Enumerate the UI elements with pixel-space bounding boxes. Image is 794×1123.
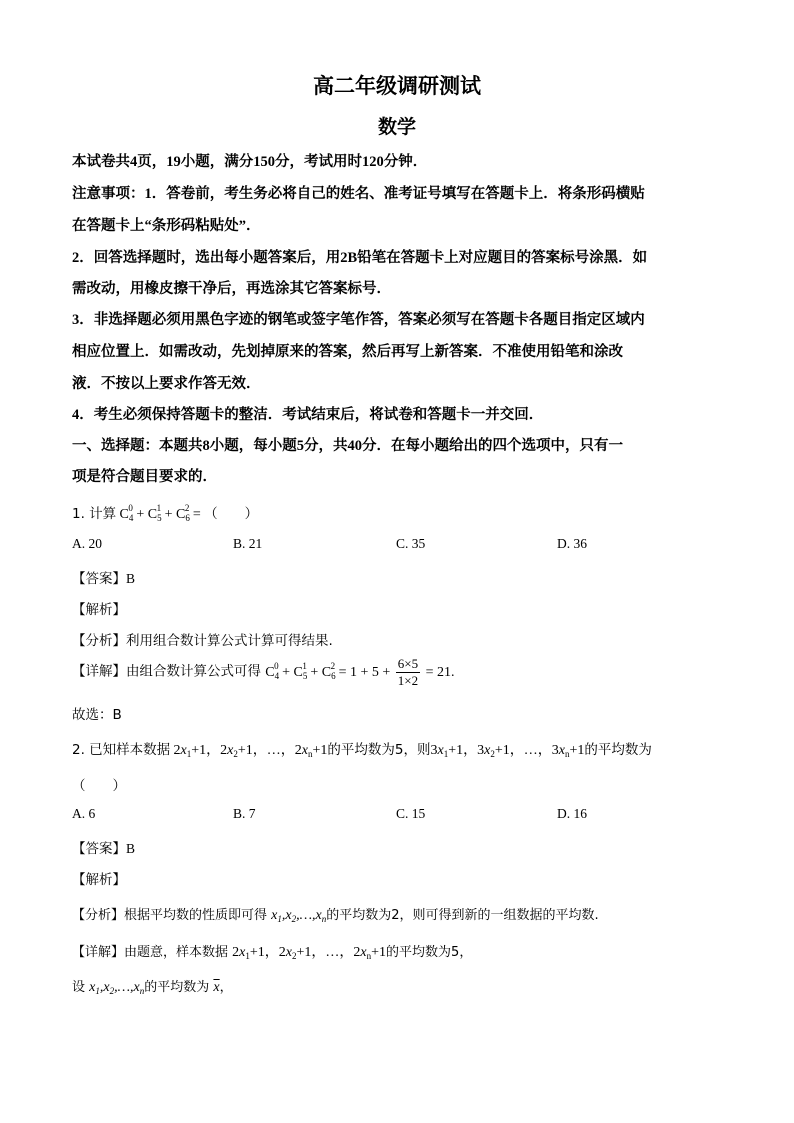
question-2-prefix: 2. 已知样本数据 xyxy=(72,742,171,758)
q2-fenxi-vars: $x_1,x_2,\dots,x_n$ xyxy=(271,908,327,924)
notes-line-5: 需改动，用橡皮擦干净后，再选涂其它答案标号． xyxy=(72,281,391,297)
q1-answer xyxy=(72,567,135,587)
q1-answer-value: B xyxy=(126,571,136,586)
subject-title: 数学 xyxy=(377,117,416,138)
notes-line-2: 注意事项：1．答卷前，考生务必将自己的姓名、准考证号填写在答题卡上．将条形码横贴 xyxy=(72,186,645,202)
notes-line-6: 3．非选择题必须用黑色字迹的钢笔或签字笔作答，答案必须写在答题卡各题目指定区域内 xyxy=(72,312,645,328)
q2-answer-label: 【答案】 xyxy=(72,841,126,857)
q2-detail-data: $2x_1+1$，$2x_2+1$，…，$2x_n+1$ xyxy=(232,945,387,961)
q2-fenxi xyxy=(72,904,599,924)
notes-line-9: 4．考生必须保持答题卡的整洁．考试结束后，将试卷和答题卡一并交回． xyxy=(72,407,544,423)
q1-detail-prefix: 由组合数计算公式可得 xyxy=(126,663,261,680)
q2-let-vars: $x_1,x_2,\dots,x_n$ xyxy=(89,980,145,996)
q2-detail-suffix: 的平均数为5， xyxy=(386,945,473,960)
notes-line-4: 2．回答选择题时，选出每小题答案后，用2B铅笔在答题卡上对应题目的答案标号涂黑．如 xyxy=(72,250,648,266)
question-2-mid-2: 的平均数为 xyxy=(584,742,652,758)
q2-fenxi-label: 【分析】 xyxy=(72,908,125,923)
question-1-paren: （ ） xyxy=(204,506,259,522)
q1-option-d: D. 36 xyxy=(557,536,587,551)
q2-fenxi-prefix: 根据平均数的性质即可得 xyxy=(124,908,268,923)
question-2-data-2: $3x_1+1$，$3x_2+1$，…，$3x_n+1$ xyxy=(430,743,585,759)
q1-analysis-label: 【解析】 xyxy=(72,602,126,618)
q1-answer-label: 【答案】 xyxy=(72,571,126,587)
q1-detail xyxy=(72,656,455,689)
q2-option-a: A. 6 xyxy=(72,806,96,821)
notes-line-8: 液．不按以上要求作答无效． xyxy=(72,376,261,392)
notes-line-7: 相应位置上．如需改动，先划掉原来的答案，然后再写上新答案．不准使用铅笔和涂改 xyxy=(72,344,623,360)
q2-let-mid: 的平均数为 xyxy=(144,980,210,995)
q2-option-b: B. 7 xyxy=(233,806,256,821)
section-heading-line-1: 一、选择题：本题共8小题，每小题5分，共40分．在每小题给出的四个选项中，只有一 xyxy=(72,438,623,454)
q2-detail xyxy=(72,941,472,961)
q2-answer xyxy=(72,837,135,857)
q2-let-end: ， xyxy=(219,980,233,995)
question-2-data-1: $2x_1+1$，$2x_2+1$，…，$2x_n+1$ xyxy=(173,743,328,759)
q1-fenxi xyxy=(72,629,333,649)
q2-option-c: C. 15 xyxy=(396,806,426,821)
q2-option-d: D. 16 xyxy=(557,806,587,821)
q1-option-c: C. 35 xyxy=(396,536,426,551)
q2-detail-label: 【详解】 xyxy=(72,945,125,960)
q1-option-b: B. 21 xyxy=(233,536,263,551)
q2-fenxi-mid: 的平均数为2，则可得到新的一组数据的平均数. xyxy=(326,908,599,923)
q2-let xyxy=(72,976,233,996)
q1-detail-expression: $C_4^0 + C_5^1 + C_6^2 = 1 + 5$ + $\frac{6\times 5}{1\times 2}$ = 21. xyxy=(265,656,455,688)
question-2-paren: （ ） xyxy=(72,778,126,794)
question-1 xyxy=(72,502,258,523)
q1-fenxi-text: 利用组合数计算公式计算可得结果. xyxy=(126,633,333,649)
question-1-expression: $C_4^0 + C_5^1 + C_6^2$ = xyxy=(119,503,201,523)
question-2 xyxy=(72,738,652,759)
question-1-prefix: 1. 计算 xyxy=(72,506,117,522)
q2-detail-prefix: 由题意，样本数据 xyxy=(124,945,229,960)
q1-conclusion: 故选：B xyxy=(72,707,122,723)
q2-let-mean-symbol: $\overline{x}$ xyxy=(213,980,220,995)
q1-detail-label: 【详解】 xyxy=(72,663,126,680)
section-heading-line-2: 项是符合题目要求的． xyxy=(72,469,217,485)
notes-line-3: 在答题卡上“条形码粘贴处”． xyxy=(72,218,261,234)
question-2-mid-1: 的平均数为5，则 xyxy=(327,742,431,758)
q2-let-prefix: 设 xyxy=(72,980,86,995)
q2-analysis-label: 【解析】 xyxy=(72,872,126,888)
q1-option-a: A. 20 xyxy=(72,536,102,551)
q2-answer-value: B xyxy=(126,841,136,856)
q1-fenxi-label: 【分析】 xyxy=(72,633,126,649)
notes-line-1: 本试卷共4页，19小题，满分150分，考试用时120分钟． xyxy=(72,154,428,170)
page-title: 高二年级调研测试 xyxy=(313,74,481,98)
